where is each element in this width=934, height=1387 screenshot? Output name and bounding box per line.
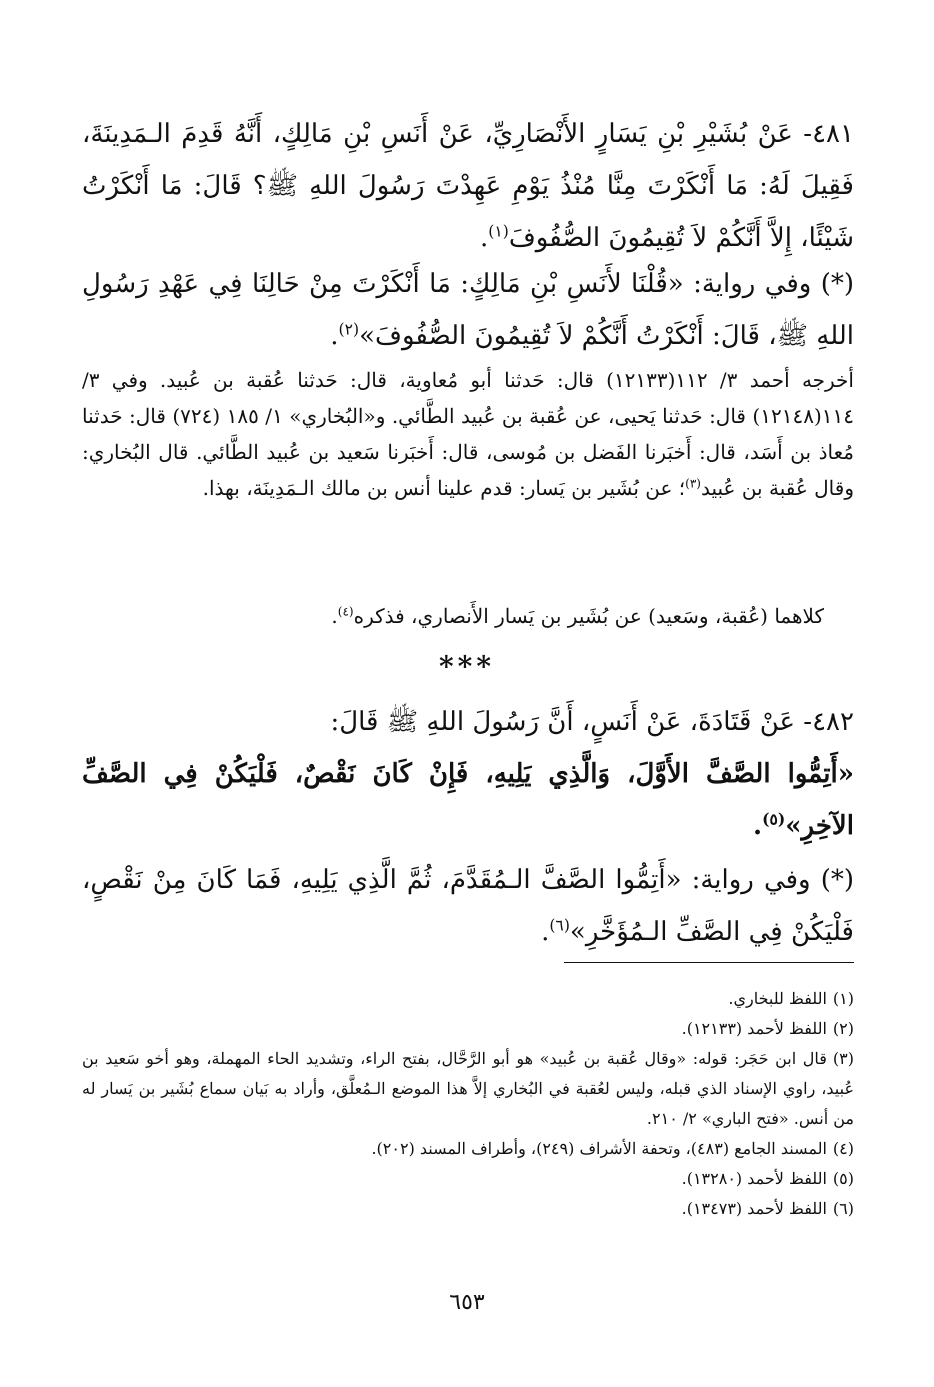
kilahuma-line: كلاهما (عُقبة، وسَعيد) عن بُشَير بن يَسار الأَنصاري، فذكره$^{(٤)}$. bbox=[331, 604, 824, 628]
footnote-ref-4: (٤) bbox=[337, 604, 354, 619]
hadith-481-text: ٤٨١- عَنْ بُشَيْرِ بْنِ يَسَارٍ الأَنْصَارِيِّ، عَنْ أَنَسِ بْنِ مَالِكٍ، أَنَّهُ قَدِمَ الـمَدِينَةَ، فَقِيلَ لَهُ: مَا أَنْكَرْتَ مِنَّا مُنْذُ يَوْمِ عَهِدْتَ رَسُولَ اللهِ ﷺ؟ قَالَ: مَا أَنْكَرْتُ شَيْئًا، إِلاَّ أَنَّكُمْ لاَ تُقِيمُونَ الصُّفُوفَ bbox=[82, 119, 854, 253]
footnote-3 bbox=[82, 1044, 854, 1134]
footnote-4 bbox=[82, 1134, 854, 1164]
footnote-number: (١) bbox=[832, 989, 854, 1008]
footnote-text: اللفظ لأحمد (١٣٢٨٠). bbox=[681, 1169, 827, 1188]
footnote-ref-2: (٢) bbox=[338, 320, 360, 339]
footnote-ref-1: (١) bbox=[488, 222, 509, 241]
riwaya-481-text: (*) وفي رواية: «قُلْنَا لأَنَسِ بْنِ مَالِكٍ: مَا أَنْكَرْتَ مِنْ حَالِنَا فِي عَهْدِ رَسُولِ اللهِ ﷺ، قَالَ: أَنْكَرْتُ أَنَّكُمْ لاَ تُقِيمُونَ الصُّفُوفَ» bbox=[82, 269, 854, 351]
footnote-text: اللفظ للبخاري. bbox=[728, 989, 827, 1008]
page-number: ٦٥٣ bbox=[449, 1290, 485, 1315]
hadith-482 bbox=[82, 696, 854, 748]
riwaya-482: (*) وفي رواية: «أَتِمُّوا الصَّفَّ الـمُقَدَّمَ، ثُمَّ الَّذِي يَلِيهِ، فَمَا كَانَ مِنْ نَقْصٍ، فَلْيَكُنْ فِي الصَّفِّ الـمُؤَخَّرِ»$^{(٦)}$. bbox=[82, 865, 854, 947]
footnote-1 bbox=[82, 984, 854, 1014]
footnote-text: المسند الجامع (٤٨٣)، وتحفة الأشراف (٢٤٩)، وأطراف المسند (٢٠٢). bbox=[371, 1139, 827, 1158]
footnote-2 bbox=[82, 1014, 854, 1044]
footnote-number: (٢) bbox=[832, 1019, 854, 1038]
footnote-number: (٣) bbox=[832, 1049, 855, 1068]
footnote-divider bbox=[564, 962, 854, 963]
matn-482: «أَتِمُّوا الصَّفَّ الأَوَّلَ، وَالَّذِي يَلِيهِ، فَإِنْ كَانَ نَقْصٌ، فَلْيَكُنْ فِي الصَّفِّ الآخِرِ»$^{(٥)}$. bbox=[82, 759, 854, 841]
footnote-ref-3: (٣) bbox=[685, 476, 701, 491]
footnote-text: اللفظ لأحمد (١٣٤٧٣). bbox=[681, 1199, 827, 1218]
footnote-text: قال ابن حَجَر: قوله: «وقال عُقبة بن عُبيد» هو أبو الرَّحَّال، بفتح الراء، وتشديد الحاء المهملة، وهو أخو سَعيد بن عُبيد، راوي الإسناد الذي قبله، وليس لعُقبة في البُخاري إلاَّ هذا الموضع الـمُعلَّق، وأراد به بَيان سماع بُشَير بن يَسار له من أنس. «فتح الباري» ٢/ ٢١٠. bbox=[82, 1049, 854, 1128]
takhrij-paragraph bbox=[82, 362, 854, 506]
footnote-text: اللفظ لأحمد (١٢١٣٣). bbox=[681, 1019, 827, 1038]
hadith-482-text: ٤٨٢- عَنْ قَتَادَةَ، عَنْ أَنَسٍ، أَنَّ رَسُولَ اللهِ ﷺ قَالَ: bbox=[330, 707, 854, 737]
footnote-ref-5: (٥) bbox=[762, 809, 786, 829]
footnote-number: (٥) bbox=[832, 1169, 854, 1188]
footnote-6 bbox=[82, 1194, 854, 1224]
footnote-number: (٦) bbox=[832, 1199, 854, 1218]
takhrij-text-2: ؛ عن بُشَير بن يَسار: قدم علينا أنس بن مالك الـمَدِينَة، بهذا. bbox=[202, 476, 686, 500]
matn-482-text: «أَتِمُّوا الصَّفَّ الأَوَّلَ، وَالَّذِي يَلِيهِ، فَإِنْ كَانَ نَقْصٌ، فَلْيَكُنْ فِي الصَّفِّ الآخِرِ» bbox=[82, 759, 854, 841]
footnotes bbox=[82, 984, 854, 1224]
riwaya-481: (*) وفي رواية: «قُلْنَا لأَنَسِ بْنِ مَالِكٍ: مَا أَنْكَرْتَ مِنْ حَالِنَا فِي عَهْدِ رَسُولِ اللهِ ﷺ، قَالَ: أَنْكَرْتُ أَنَّكُمْ لاَ تُقِيمُونَ الصُّفُوفَ»$^{(٢)}$. bbox=[82, 269, 854, 351]
footnote-5 bbox=[82, 1164, 854, 1194]
kilahuma-text: كلاهما (عُقبة، وسَعيد) عن بُشَير بن يَسار الأَنصاري، فذكره bbox=[353, 604, 824, 628]
footnote-number: (٤) bbox=[832, 1139, 854, 1158]
takhrij-text-1: أخرجه أحمد ٣/ ١١٢(١٢١٣٣) قال: حَدثنا أبو مُعاوية، قال: حَدثنا عُقبة بن عُبيد. وفي ٣/ ١١٤(١٢١٤٨) قال: حَدثنا يَحيى، عن عُقبة بن عُبيد الطَّائي. و«البُخاري» ١/ ١٨٥ (٧٢٤) قال: حَدثنا مُعاذ بن أَسَد، قال: أَخبَرنا الفَضل بن مُوسى، قال: أَخبَرنا سَعيد بن عُبيد الطَّائي. قال البُخاري: وقال عُقبة بن عُبيد bbox=[82, 368, 854, 500]
section-separator: *** bbox=[439, 650, 495, 683]
footnote-ref-6: (٦) bbox=[549, 916, 570, 935]
hadith-481: ٤٨١- عَنْ بُشَيْرِ بْنِ يَسَارٍ الأَنْصَارِيِّ، عَنْ أَنَسِ بْنِ مَالِكٍ، أَنَّهُ قَدِمَ الـمَدِينَةَ، فَقِيلَ لَهُ: مَا أَنْكَرْتَ مِنَّا مُنْذُ يَوْمِ عَهِدْتَ رَسُولَ اللهِ ﷺ؟ قَالَ: مَا أَنْكَرْتُ شَيْئًا، إِلاَّ أَنَّكُمْ لاَ تُقِيمُونَ الصُّفُوفَ$^{(١)}$. bbox=[82, 119, 854, 253]
riwaya-482-text: (*) وفي رواية: «أَتِمُّوا الصَّفَّ الـمُقَدَّمَ، ثُمَّ الَّذِي يَلِيهِ، فَمَا كَانَ مِنْ نَقْصٍ، فَلْيَكُنْ فِي الصَّفِّ الـمُؤَخَّرِ» bbox=[82, 865, 854, 947]
